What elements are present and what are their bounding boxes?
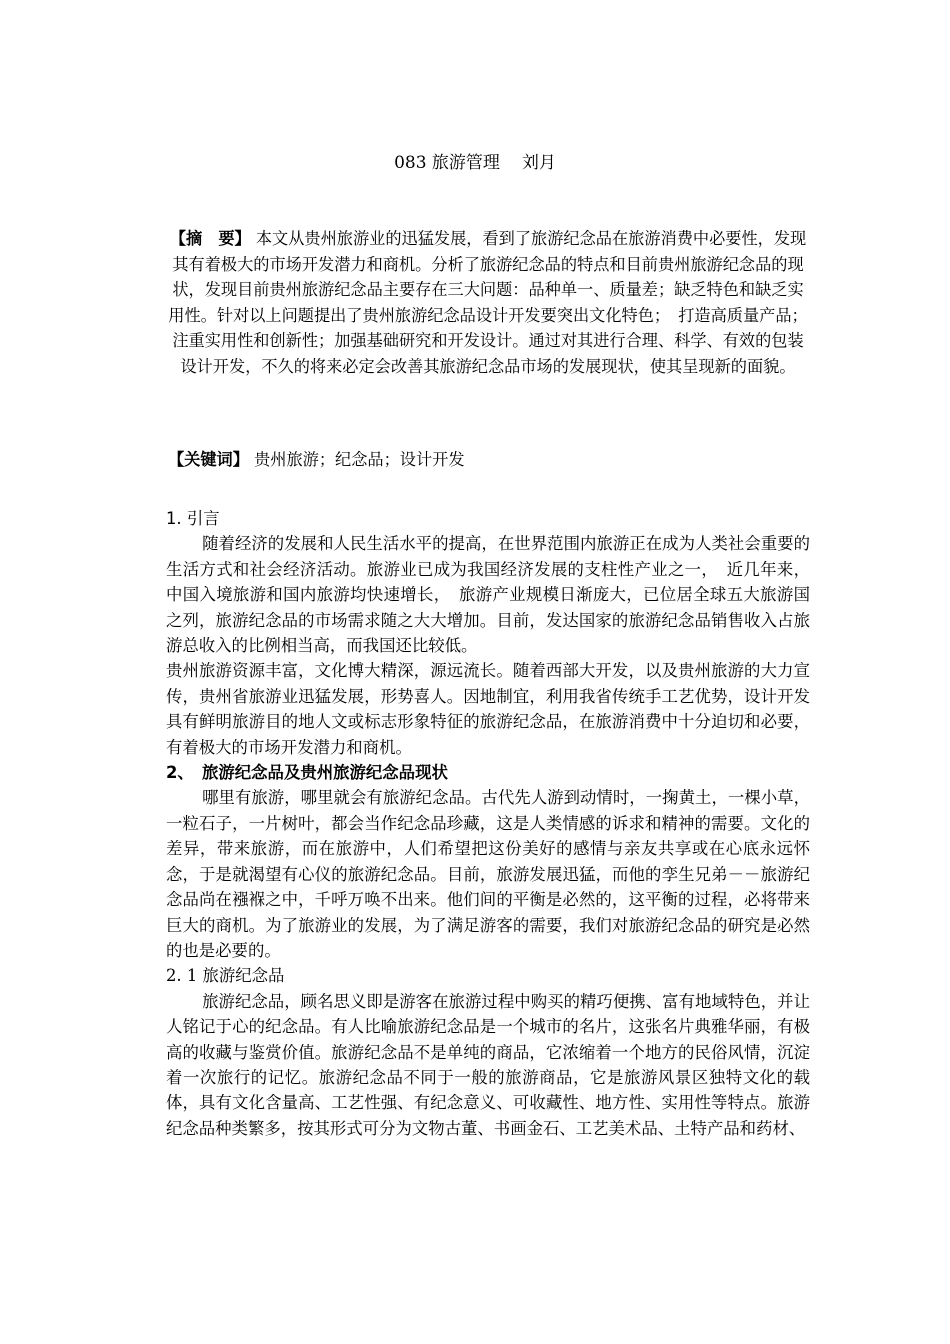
body-text: [166, 506, 810, 1141]
section-heading-2-1: 2. 1 旅游纪念品: [166, 966, 285, 986]
paragraph-section-2: 哪里有旅游，哪里就会有旅游纪念品。古代先人游到动情时，一掬黄土，一棵小草，一粒石子，一片树叶，都会当作纪念品珍藏，这是人类情感的诉求和精神的需要。文化的差异，带来旅游，而在旅游中，人们希望把这份美好的感情与亲友共享或在心底永远怀念，于是就渴望有心仪的旅游纪念品。目前，旅游发展迅猛，而他的孪生兄弟－－旅游纪念品尚在襁褓之中，千呼万唤不出来。他们间的平衡是必然的，这平衡的过程，必将带来巨大的商机。为了旅游业的发展，为了满足游客的需要，我们对旅游纪念品的研究是必然的也是必要的。: [166, 788, 810, 960]
paragraph-intro-2: 贵州旅游资源丰富，文化博大精深，源远流长。随着西部大开发，以及贵州旅游的大力宣传，贵州省旅游业迅猛发展，形势喜人。因地制宜，利用我省传统手工艺优势，设计开发具有鲜明旅游目的地人文或标志形象特征的旅游纪念品，在旅游消费中十分迫切和必要，有着极大的市场开发潜力和商机。: [166, 661, 810, 757]
section-heading-2: 2、 旅游纪念品及贵州旅游纪念品现状: [166, 763, 448, 783]
course-name: 083 旅游管理: [394, 153, 500, 173]
abstract-label: 【摘 要】: [169, 229, 251, 248]
paragraph-section-2-1: 旅游纪念品，顾名思义即是游客在旅游过程中购买的精巧便携、富有地域特色，并让人铭记于心的纪念品。有人比喻旅游纪念品是一个城市的名片，这张名片典雅华丽，有极高的收藏与鉴赏价值。旅游纪念品不是单纯的商品，它浓缩着一个地方的民俗风情，沉淀着一次旅行的记忆。旅游纪念品不同于一般的旅游商品，它是旅游风景区独特文化的载体，具有文化含量高、工艺性强、有纪念意义、可收藏性、地方性、实用性等特点。旅游纪念品种类繁多，按其形式可分为文物古董、书画金石、工艺美术品、土特产品和药材、: [166, 991, 810, 1138]
abstract-text: 本文从贵州旅游业的迅猛发展，看到了旅游纪念品在旅游消费中必要性，发现其有着极大的市场开发潜力和商机。分析了旅游纪念品的特点和目前贵州旅游纪念品的现状，发现目前贵州旅游纪念品主要存在三大问题：品种单一、质量差；缺乏特色和缺乏实用性。针对以上问题提出了贵州旅游纪念品设计开发要突出文化特色； 打造高质量产品；注重实用性和创新性；加强基础研究和开发设计。通过对其进行合理、科学、有效的包装设计开发，不久的将来必定会改善其旅游纪念品市场的发展现状，使其呈现新的面貌。: [168, 229, 808, 376]
abstract-block: [168, 226, 808, 379]
keywords-label: 【关键词】: [168, 450, 249, 469]
paragraph-intro-1: 随着经济的发展和人民生活水平的提高，在世界范围内旅游正在成为人类社会重要的生活方式和社会经济活动。旅游业已成为我国经济发展的支柱性产业之一， 近几年来，中国入境旅游和国内旅游均快速增长， 旅游产业规模日渐庞大，已位居全球五大旅游国之列，旅游纪念品的市场需求随之大大增加。目前，发达国家的旅游纪念品销售收入占旅游总收入的比例相当高，而我国还比较低。: [166, 534, 810, 656]
section-heading-intro: 1. 引言: [166, 509, 220, 528]
page-title: [0, 152, 950, 174]
keywords-text: 贵州旅游；纪念品；设计开发: [254, 450, 465, 469]
keywords-block: [168, 448, 808, 472]
author-name: 刘月: [521, 153, 556, 173]
